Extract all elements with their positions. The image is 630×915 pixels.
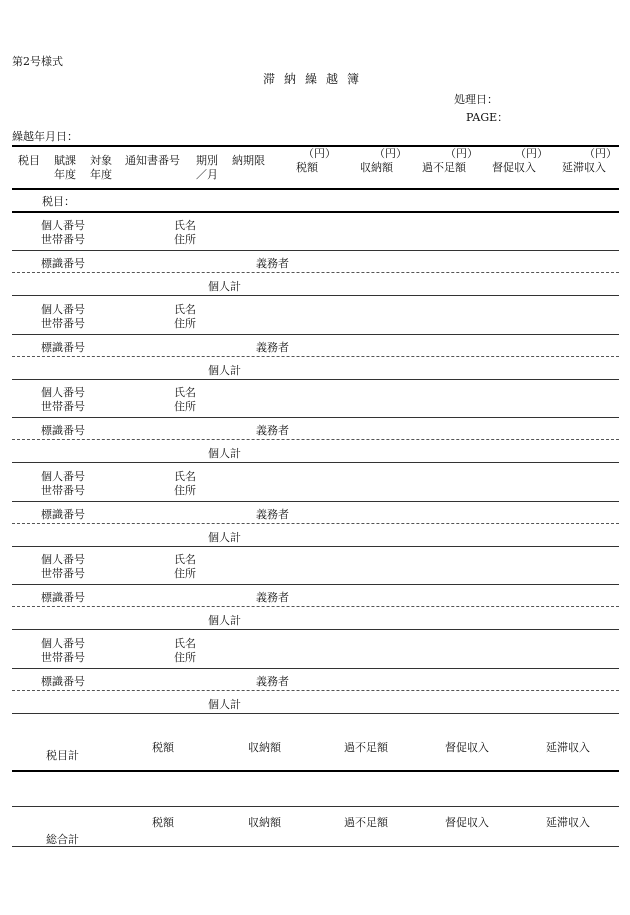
record-dashed-rule xyxy=(12,690,619,691)
record-total-rule xyxy=(12,379,619,380)
personal-number-label: 個人番号 xyxy=(41,302,85,316)
grand-total-collected: 収納額 xyxy=(248,816,281,829)
personal-number-label: 個人番号 xyxy=(41,636,85,650)
col-levy-year-line1: 賦課 xyxy=(54,154,76,167)
record-rule xyxy=(12,668,619,669)
header-bottom-rule xyxy=(12,188,619,190)
name-label: 氏名 xyxy=(174,386,196,399)
address-label: 住所 xyxy=(174,567,196,580)
address-label: 住所 xyxy=(174,316,196,330)
col-target-year-line1: 対象 xyxy=(90,154,112,167)
carryover-date-label: 繰越年月日： xyxy=(12,130,78,143)
record-total-rule xyxy=(12,629,619,630)
tax-item-total-tax-amount: 税額 xyxy=(152,741,174,754)
household-number-label: 世帯番号 xyxy=(41,567,85,580)
obligor-label: 義務者 xyxy=(256,424,289,437)
record-total-rule xyxy=(12,713,619,714)
personal-total-label: 個人計 xyxy=(208,280,241,293)
record-dashed-rule xyxy=(12,523,619,524)
record-dashed-rule xyxy=(12,439,619,440)
address-label: 住所 xyxy=(174,400,196,413)
tax-item-rule xyxy=(12,211,619,213)
col-period-line1: 期別 xyxy=(196,154,218,167)
personal-total-label: 個人計 xyxy=(208,447,241,460)
household-number-label: 世帯番号 xyxy=(41,483,85,497)
col-levy-year-line2: 年度 xyxy=(54,168,76,181)
obligor-label: 義務者 xyxy=(256,591,289,604)
grand-total-label: 総合計 xyxy=(46,833,79,846)
col-demand-income: 督促収入 xyxy=(492,161,536,174)
col-target-year-line2: 年度 xyxy=(90,168,112,181)
sign-number-label: 標識番号 xyxy=(41,674,85,688)
address-label: 住所 xyxy=(174,650,196,664)
col-tax-item: 税目 xyxy=(18,154,40,167)
col-tax-amount-unit: （円） xyxy=(303,147,336,160)
grand-total-top-rule xyxy=(12,806,619,807)
col-over-short-unit: （円） xyxy=(445,147,478,160)
col-demand-unit: （円） xyxy=(515,147,548,160)
col-tax-amount: 税額 xyxy=(296,161,318,174)
col-period-line2: ／月 xyxy=(196,168,218,181)
form-label: 第2号様式 xyxy=(12,55,63,68)
name-label: 氏名 xyxy=(174,636,196,650)
tax-item-total-over-short: 過不足額 xyxy=(344,741,388,754)
address-label: 住所 xyxy=(174,483,196,497)
obligor-label: 義務者 xyxy=(256,257,289,270)
record-dashed-rule xyxy=(12,606,619,607)
sign-number-label: 標識番号 xyxy=(41,507,85,521)
record-total-rule xyxy=(12,546,619,547)
col-due-date: 納期限 xyxy=(232,154,265,167)
tax-item-total-delinquency: 延滞収入 xyxy=(546,741,590,754)
page-number-label: PAGE： xyxy=(466,111,509,124)
record-total-rule xyxy=(12,295,619,296)
name-label: 氏名 xyxy=(174,302,196,316)
col-over-short: 過不足額 xyxy=(422,161,466,174)
record-total-rule xyxy=(12,462,619,463)
obligor-label: 義務者 xyxy=(256,674,289,688)
col-delinquency-income: 延滞収入 xyxy=(562,161,606,174)
personal-number-label: 個人番号 xyxy=(41,386,85,399)
page-title: 滞納繰越簿 xyxy=(263,72,369,86)
col-notice-number: 通知書番号 xyxy=(125,154,180,167)
sign-number-label: 標識番号 xyxy=(41,257,85,270)
tax-item-total-collected: 収納額 xyxy=(248,741,281,754)
personal-total-label: 個人計 xyxy=(208,363,241,377)
record-rule xyxy=(12,334,619,335)
record-rule xyxy=(12,584,619,585)
col-collected-amount: 収納額 xyxy=(360,161,393,174)
col-delinquency-unit: （円） xyxy=(584,147,617,160)
record-rule xyxy=(12,501,619,502)
tax-item-total-rule xyxy=(12,770,619,772)
grand-total-demand: 督促収入 xyxy=(445,816,489,829)
household-number-label: 世帯番号 xyxy=(41,316,85,330)
record-dashed-rule xyxy=(12,356,619,357)
record-dashed-rule xyxy=(12,272,619,273)
name-label: 氏名 xyxy=(174,219,196,232)
personal-total-label: 個人計 xyxy=(208,697,241,711)
address-label: 住所 xyxy=(174,233,196,246)
name-label: 氏名 xyxy=(174,553,196,566)
household-number-label: 世帯番号 xyxy=(41,650,85,664)
obligor-label: 義務者 xyxy=(256,340,289,354)
name-label: 氏名 xyxy=(174,469,196,483)
tax-item-total-label: 税目計 xyxy=(46,749,79,762)
record-rule xyxy=(12,417,619,418)
grand-total-over-short: 過不足額 xyxy=(344,816,388,829)
process-date-label: 処理日： xyxy=(454,93,498,106)
grand-total-bottom-rule xyxy=(12,846,619,847)
grand-total-tax-amount: 税額 xyxy=(152,816,174,829)
personal-number-label: 個人番号 xyxy=(41,469,85,483)
tax-item-row-label: 税目： xyxy=(42,195,75,208)
personal-total-label: 個人計 xyxy=(208,530,241,544)
sign-number-label: 標識番号 xyxy=(41,424,85,437)
household-number-label: 世帯番号 xyxy=(41,233,85,246)
sign-number-label: 標識番号 xyxy=(41,340,85,354)
sign-number-label: 標識番号 xyxy=(41,591,85,604)
grand-total-delinquency: 延滞収入 xyxy=(546,816,590,829)
personal-total-label: 個人計 xyxy=(208,614,241,627)
col-collected-unit: （円） xyxy=(374,147,407,160)
tax-item-total-demand: 督促収入 xyxy=(445,741,489,754)
record-rule xyxy=(12,250,619,251)
personal-number-label: 個人番号 xyxy=(41,219,85,232)
household-number-label: 世帯番号 xyxy=(41,400,85,413)
personal-number-label: 個人番号 xyxy=(41,553,85,566)
obligor-label: 義務者 xyxy=(256,507,289,521)
